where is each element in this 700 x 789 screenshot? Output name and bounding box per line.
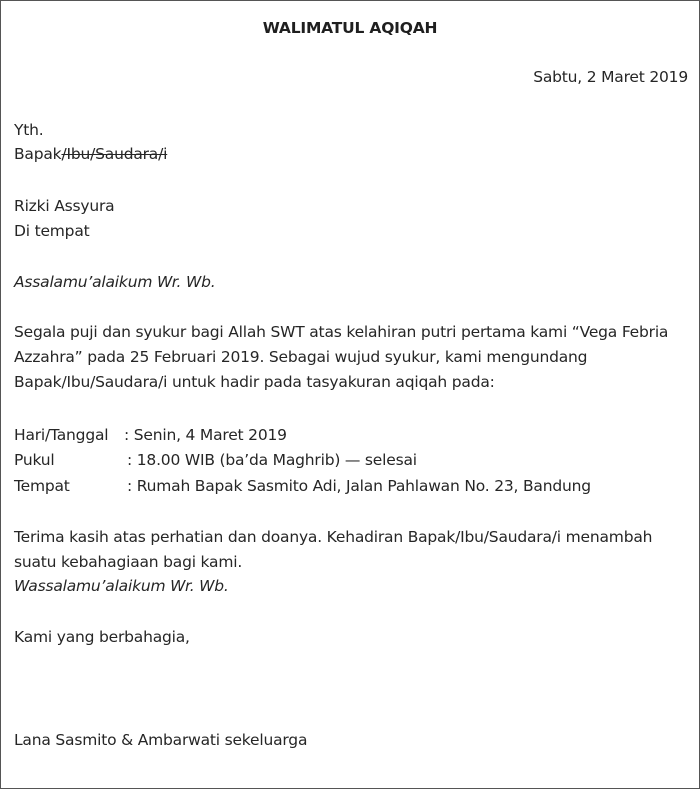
- detail-value: : Senin, 4 Maret 2019: [124, 426, 287, 444]
- detail-row-place: [14, 475, 591, 497]
- letter-date: Sabtu, 2 Maret 2019: [533, 68, 688, 86]
- recipient-title: [14, 143, 167, 165]
- signature: Lana Sasmito & Ambarwati sekeluarga: [14, 731, 308, 749]
- closing-line: Terima kasih atas perhatian dan doanya. Kehadiran Bapak/Ibu/Saudara/i menambah: [14, 528, 653, 546]
- letter-title: WALIMATUL AQIQAH: [262, 19, 438, 37]
- recipient-name: Rizki Assyura: [14, 197, 115, 215]
- closing-greeting: Wassalamu’alaikum Wr. Wb.: [14, 577, 229, 595]
- sign-off: Kami yang berbahagia,: [14, 628, 190, 646]
- detail-value: : 18.00 WIB (ba’da Maghrib) — selesai: [127, 451, 417, 469]
- detail-row-time: [14, 449, 417, 471]
- detail-label: Hari/Tanggal: [14, 426, 109, 444]
- recipient-title-kept: Bapak: [14, 145, 62, 163]
- body-line: Segala puji dan syukur bagi Allah SWT atas kelahiran putri pertama kami “Vega Febria: [14, 323, 669, 341]
- recipient-title-struck: /Ibu/Saudara/i: [61, 145, 168, 163]
- body-line: Bapak/Ibu/Saudara/i untuk hadir pada tasyakuran aqiqah pada:: [14, 373, 495, 391]
- body-line: Azzahra” pada 25 Februari 2019. Sebagai wujud syukur, kami mengundang: [14, 348, 588, 366]
- recipient-place: Di tempat: [14, 222, 90, 240]
- detail-label: Tempat: [14, 477, 70, 495]
- opening-greeting: Assalamu’alaikum Wr. Wb.: [14, 273, 216, 291]
- detail-row-date: [14, 424, 287, 446]
- detail-value: : Rumah Bapak Sasmito Adi, Jalan Pahlawan No. 23, Bandung: [127, 477, 591, 495]
- closing-line: suatu kebahagiaan bagi kami.: [14, 553, 243, 571]
- detail-label: Pukul: [14, 451, 55, 469]
- recipient-salutation: Yth.: [14, 121, 44, 139]
